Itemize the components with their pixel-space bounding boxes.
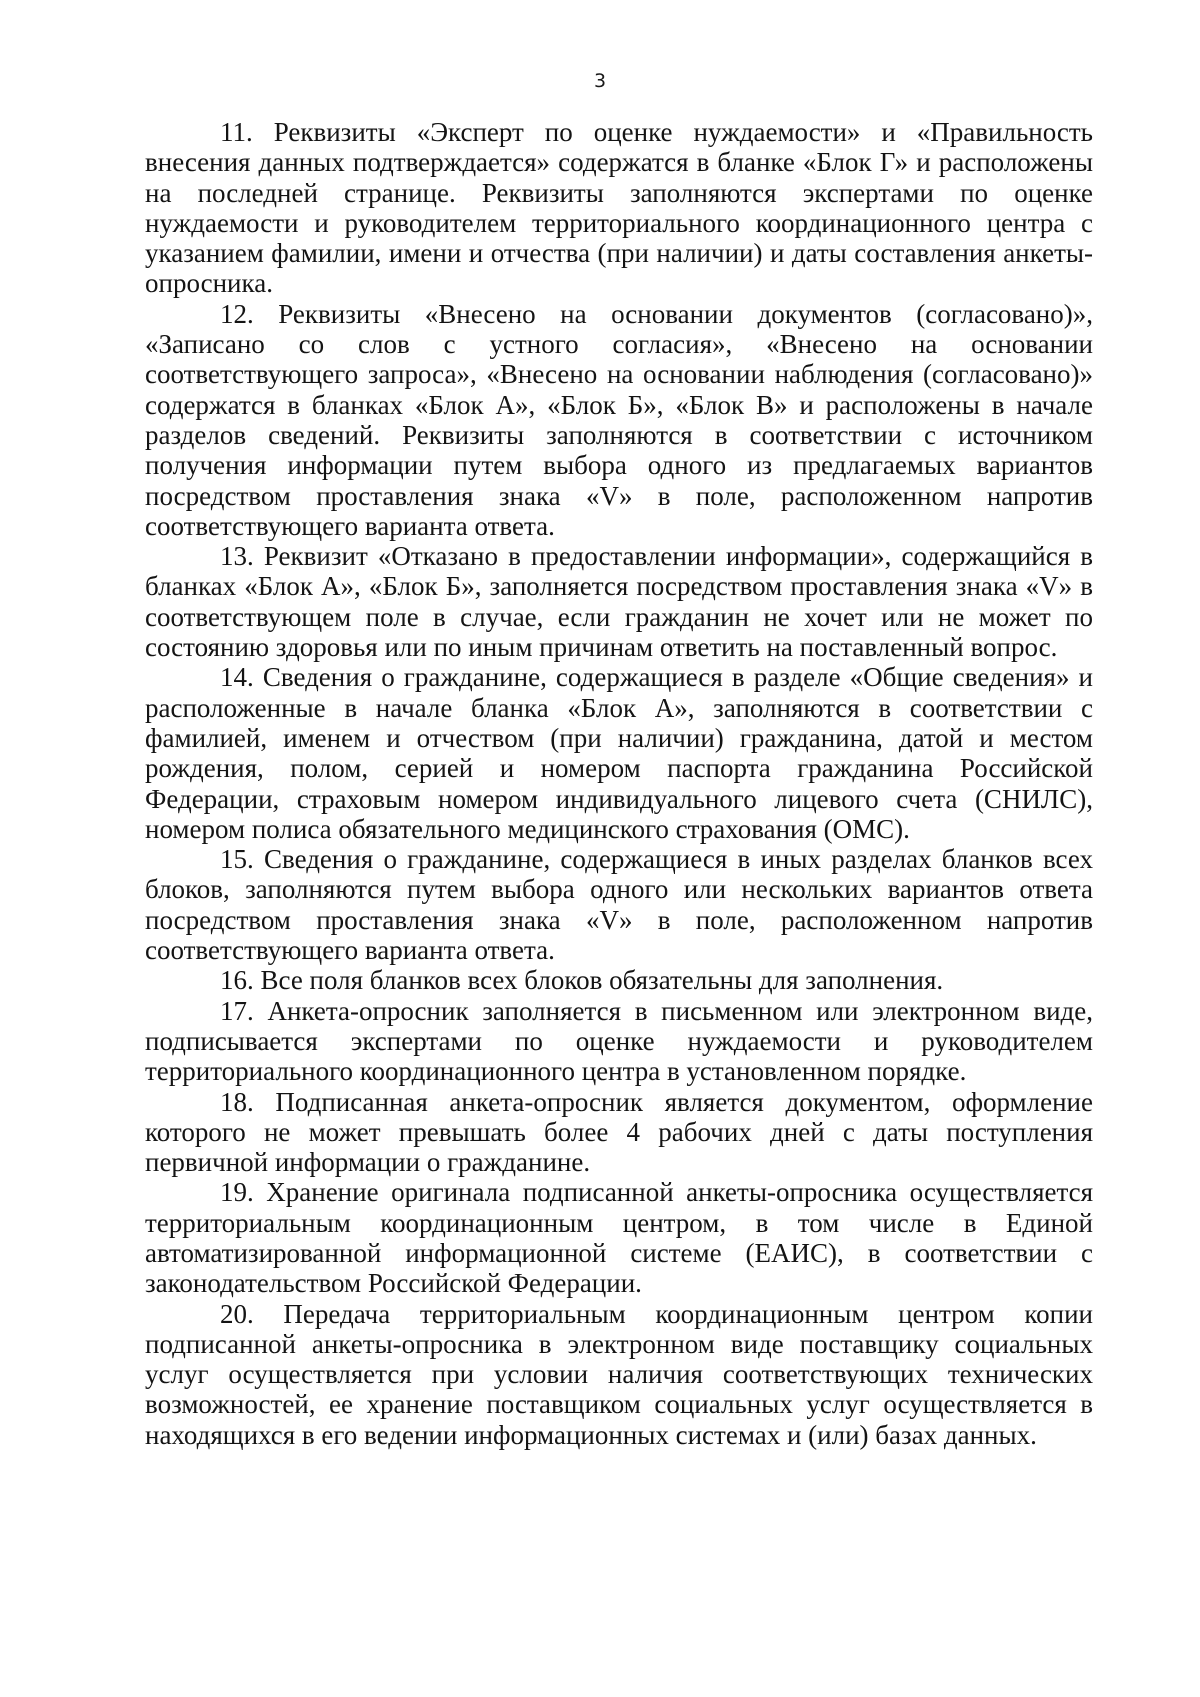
paragraph-13: 13. Реквизит «Отказано в предоставлении информации», содержащийся в бланках «Блок А», «Блок Б», заполняется посредством проставления знака «V» в соответствующем поле в случае, если гражданин не хочет или не может по состоянию здоровья или по иным причинам ответить на поставленный вопрос. bbox=[145, 541, 1093, 663]
document-body bbox=[145, 117, 1093, 1450]
paragraph-20: 20. Передача территориальным координационным центром копии подписанной анкеты-опросника в электронном виде поставщику социальных услуг осуществляется при условии наличия соответствующих технических возможностей, ее хранение поставщиком социальных услуг осуществляется в находящихся в его ведении информационных системах и (или) базах данных. bbox=[145, 1298, 1093, 1450]
paragraph-11: 11. Реквизиты «Эксперт по оценке нуждаемости» и «Правильность внесения данных подтверждается» содержатся в бланке «Блок Г» и расположены на последней странице. Реквизиты заполняются экспертами по оценке нуждаемости и руководителем территориального координационного центра с указанием фамилии, имени и отчества (при наличии) и даты составления анкеты-опросника. bbox=[145, 117, 1093, 299]
paragraph-12: 12. Реквизиты «Внесено на основании документов (согласовано)», «Записано со слов с устного согласия», «Внесено на основании соответствующего запроса», «Внесено на основании наблюдения (согласовано)» содержатся в бланках «Блок А», «Блок Б», «Блок В» и расположены в начале разделов сведений. Реквизиты заполняются в соответствии с источником получения информации путем выбора одного из предлагаемых вариантов посредством проставления знака «V» в поле, расположенном напротив соответствующего варианта ответа. bbox=[145, 298, 1093, 541]
paragraph-14: 14. Сведения о гражданине, содержащиеся в разделе «Общие сведения» и расположенные в начале бланка «Блок А», заполняются в соответствии с фамилией, именем и отчеством (при наличии) гражданина, датой и местом рождения, полом, серией и номером паспорта гражданина Российской Федерации, страховым номером индивидуального лицевого счета (СНИЛС), номером полиса обязательного медицинского страхования (ОМС). bbox=[145, 662, 1093, 844]
paragraph-19: 19. Хранение оригинала подписанной анкеты-опросника осуществляется территориальным координационным центром, в том числе в Единой автоматизированной информационной системе (ЕАИС), в соответствии с законодательством Российской Федерации. bbox=[145, 1177, 1093, 1299]
paragraph-15: 15. Сведения о гражданине, содержащиеся в иных разделах бланков всех блоков, заполняются путем выбора одного или нескольких вариантов ответа посредством проставления знака «V» в поле, расположенном напротив соответствующего варианта ответа. bbox=[145, 844, 1093, 966]
paragraph-16: 16. Все поля бланков всех блоков обязательны для заполнения. bbox=[220, 965, 944, 996]
paragraph-18: 18. Подписанная анкета-опросник является документом, оформление которого не может превышать более 4 рабочих дней с даты поступления первичной информации о гражданине. bbox=[145, 1086, 1093, 1178]
paragraph-17: 17. Анкета-опросник заполняется в письменном или электронном виде, подписывается экспертами по оценке нуждаемости и руководителем территориального координационного центра в установленном порядке. bbox=[145, 995, 1093, 1087]
page-number: 3 bbox=[593, 70, 607, 92]
